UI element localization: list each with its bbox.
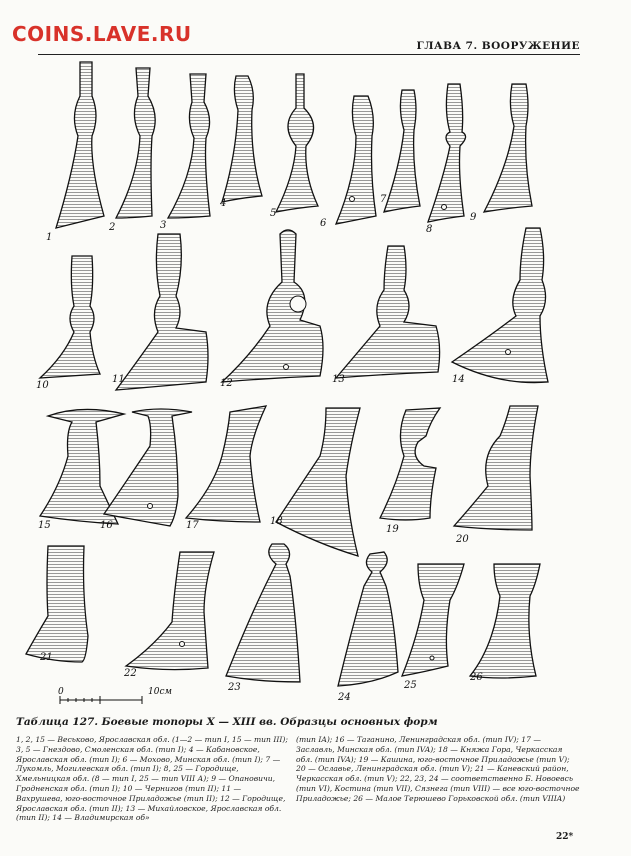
- fig-label-26: 26: [470, 672, 483, 683]
- page-number: 22*: [556, 832, 574, 842]
- scale-zero: 0: [58, 687, 64, 697]
- caption-left-column: 1, 2, 15 — Веськово, Ярославская обл. (1—2 — тип I, 15 — тип III); 3, 5 — Гнездово, Смоленская обл. (тип I); 4 — Кабановское, Ярославская обл. (тип I); 6 — Мохово, Минская обл. (тип I); 7 — Лукомль, Могилевская обл. (тип I); 8, 25 — Городище, Хмельницкая обл. (8 — тип I, 25 — тип VIII А); 9 — Опановичи, Гродненская обл. (тип I); 10 — Чернигов (тип II); 11 — Вахрушева, юго-восточное Приладожье (тип II); 12 — Городище, Ярославская обл. (тип II); 13 — Михайловское, Ярославская обл. (тип II); 14 — Владимирская об»: [16, 735, 288, 823]
- axe-10: [40, 256, 100, 378]
- fig-label-18: 18: [270, 516, 283, 527]
- chapter-header: ГЛАВА 7. ВООРУЖЕНИЕ: [416, 40, 580, 52]
- axe-22: [126, 552, 214, 670]
- fig-label-25: 25: [404, 680, 417, 691]
- fig-label-16: 16: [100, 520, 113, 531]
- axe-3: [168, 74, 210, 218]
- fig-label-14: 14: [452, 374, 465, 385]
- fig-label-10: 10: [36, 380, 49, 391]
- fig-label-5: 5: [270, 208, 277, 219]
- axe-6: [336, 96, 376, 224]
- axe-4: [222, 76, 262, 202]
- axe-7: [384, 90, 420, 212]
- axe-5: [276, 74, 318, 212]
- fig-label-1: 1: [46, 232, 53, 243]
- fig-label-15: 15: [38, 520, 51, 531]
- fig-label-7: 7: [380, 194, 387, 205]
- axe-plates: [0, 56, 631, 716]
- watermark: COINS.LAVE.RU: [12, 22, 192, 46]
- fig-label-2: 2: [109, 222, 116, 233]
- fig-label-9: 9: [470, 212, 477, 223]
- fig-label-4: 4: [220, 198, 227, 209]
- fig-label-13: 13: [332, 374, 345, 385]
- axe-14: [452, 228, 548, 383]
- axe-21: [26, 546, 88, 662]
- fig-label-8: 8: [426, 224, 433, 235]
- axe-12: [222, 230, 323, 382]
- axe-23: [226, 544, 300, 682]
- axe-1: [56, 62, 104, 228]
- caption-title: Таблица 127. Боевые топоры X — XIII вв. Образцы основных форм: [16, 716, 438, 728]
- fig-label-19: 19: [386, 524, 399, 535]
- axe-20: [454, 406, 538, 530]
- fig-label-17: 17: [186, 520, 199, 531]
- axe-9: [484, 84, 532, 212]
- fig-label-3: 3: [160, 220, 167, 231]
- axe-19: [380, 408, 440, 520]
- fig-label-21: 21: [40, 652, 53, 663]
- axe-8: [428, 84, 466, 222]
- axe-2: [116, 68, 155, 218]
- axe-17: [186, 406, 266, 522]
- fig-label-20: 20: [456, 534, 469, 545]
- axe-16: [104, 409, 192, 526]
- fig-label-23: 23: [228, 682, 241, 693]
- header-rule: [38, 54, 580, 55]
- axe-26: [470, 564, 540, 678]
- scale-label: 10см: [148, 687, 172, 697]
- fig-label-12: 12: [220, 378, 233, 389]
- axe-18: [276, 408, 360, 556]
- caption-right-column: (тип IA); 16 — Таганино, Ленинградская обл. (тип IV); 17 — Заславль, Минская обл. (тип IVA); 18 — Княжа Гора, Черкасская обл. (тип IVA); 19 — Кашина, юго-восточное Приладожье (тип V); 20 — Ославье, Ленинградская обл. (тип V); 21 — Каневский район, Черкасская обл. (тип V); 22, 23, 24 — соответственно Б. Новоевсь (тип VI), Костина (тип VII), Сязнега (тип VIII) — все юго-восточное Приладожье; 26 — Малое Терюшево Горьковской обл. (тип VIIIA): [296, 735, 580, 803]
- fig-label-22: 22: [124, 668, 137, 679]
- axe-11: [116, 234, 208, 390]
- fig-label-6: 6: [320, 218, 327, 229]
- fig-label-24: 24: [338, 692, 351, 703]
- scale-bar: [58, 687, 172, 704]
- axe-13: [336, 246, 440, 378]
- axe-24: [338, 552, 398, 686]
- fig-label-11: 11: [112, 374, 125, 385]
